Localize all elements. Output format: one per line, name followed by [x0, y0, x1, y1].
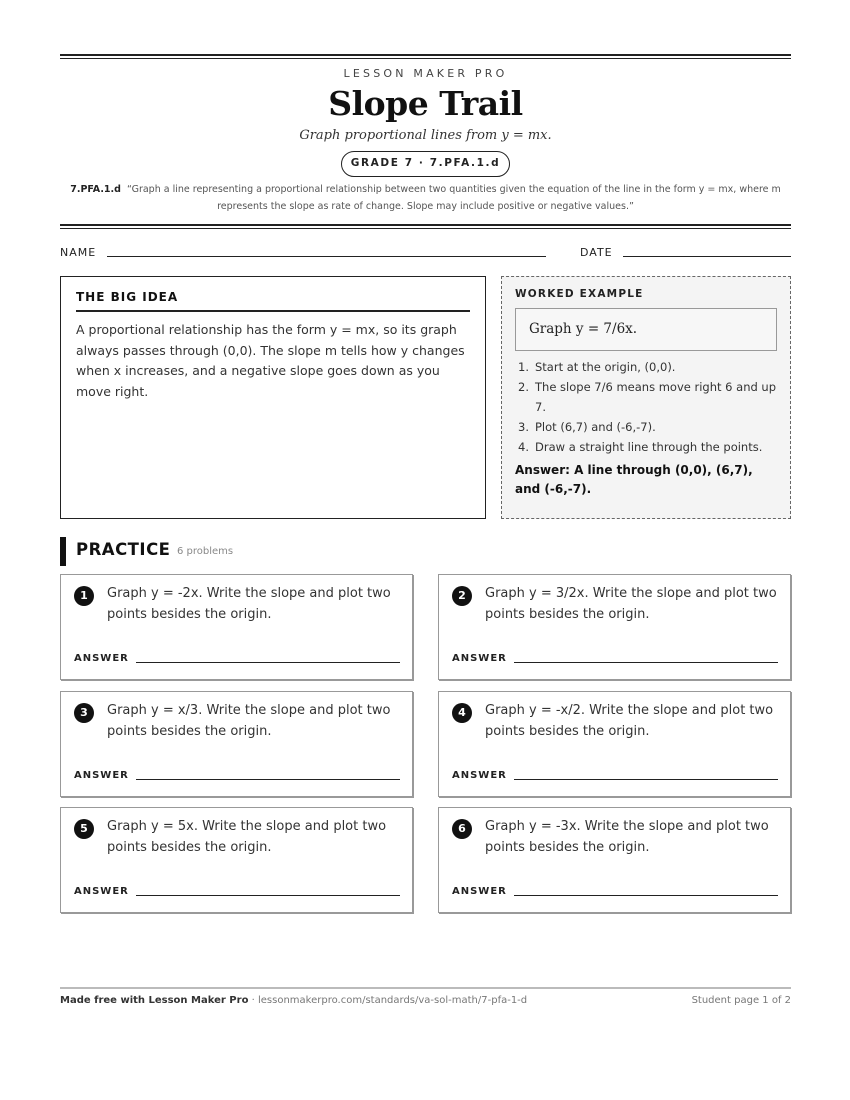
brand-name: LESSON MAKER PRO — [343, 67, 508, 80]
step-text: Start at the origin, (0,0). — [535, 360, 676, 374]
footer-made-with: Made free with Lesson Maker Pro — [60, 995, 249, 1006]
footer-separator: · — [248, 995, 258, 1006]
problem-card-4 — [438, 691, 791, 797]
problem-text: Graph y = -3x. Write the slope and plot two points besides the origin. — [485, 819, 769, 855]
problem-text: Graph y = 5x. Write the slope and plot two points besides the origin. — [107, 819, 387, 855]
problem-card-6 — [438, 807, 791, 913]
problem-number-badge: 4 — [452, 703, 472, 723]
standard-code: 7.PFA.1.d — [70, 184, 121, 195]
step-text: Plot (6,7) and (-6,-7). — [535, 420, 656, 434]
footer-page-number: Student page 1 of 2 — [691, 995, 791, 1006]
problem-card-5 — [60, 807, 413, 913]
standard-text: “Graph a line representing a proportional relationship between two quantities given the equation of the line in the form y = mx, where m represents the slope as rate of change. Slope may include positive or negative values.” — [127, 184, 781, 212]
step-number: 1. — [518, 360, 529, 374]
problem-number-badge: 6 — [452, 819, 472, 839]
answer-field[interactable] — [514, 895, 778, 896]
problem-text: Graph y = -2x. Write the slope and plot two points besides the origin. — [107, 586, 391, 622]
worked-step — [515, 357, 777, 377]
step-text: The slope 7/6 means move right 6 and up 7. — [535, 380, 777, 414]
problem-card-1 — [60, 574, 413, 680]
standard-description — [68, 181, 783, 215]
problem-text: Graph y = x/3. Write the slope and plot two points besides the origin. — [107, 703, 391, 739]
worked-step — [515, 417, 777, 437]
name-field[interactable] — [107, 256, 546, 257]
answer-label: ANSWER — [74, 653, 129, 664]
worked-step — [515, 377, 777, 417]
problem-text: Graph y = -x/2. Write the slope and plot two points besides the origin. — [485, 703, 774, 739]
page-subtitle: Graph proportional lines from y = mx. — [299, 128, 552, 143]
answer-field[interactable] — [136, 779, 400, 780]
answer-label: ANSWER — [74, 886, 129, 897]
answer-label: ANSWER — [452, 886, 507, 897]
answer-field[interactable] — [136, 895, 400, 896]
worked-example-heading: WORKED EXAMPLE — [515, 288, 644, 300]
practice-heading: PRACTICE — [76, 540, 171, 559]
problem-number-badge: 5 — [74, 819, 94, 839]
worked-example-prompt: Graph y = 7/6x. — [515, 308, 777, 351]
header-bottom-rule — [60, 224, 791, 229]
footer-url[interactable]: lessonmakerpro.com/standards/va-sol-math/7-pfa-1-d — [257, 995, 528, 1006]
worked-example-box — [501, 276, 791, 519]
problem-card-3 — [60, 691, 413, 797]
big-idea-heading: THE BIG IDEA — [76, 290, 470, 312]
answer-field[interactable] — [514, 662, 778, 663]
page-title: Slope Trail — [328, 84, 523, 123]
footer-rule — [60, 987, 791, 989]
step-number: 3. — [518, 420, 529, 434]
worked-step — [515, 437, 777, 457]
problem-number-badge: 3 — [74, 703, 94, 723]
problem-number-badge: 1 — [74, 586, 94, 606]
step-text: Draw a straight line through the points. — [535, 440, 763, 454]
worksheet-page — [60, 0, 791, 1100]
answer-field[interactable] — [514, 779, 778, 780]
problem-number-badge: 2 — [452, 586, 472, 606]
problem-card-2 — [438, 574, 791, 680]
step-number: 2. — [518, 380, 529, 394]
big-idea-box — [60, 276, 486, 519]
worked-example-steps — [515, 357, 777, 457]
answer-label: ANSWER — [74, 770, 129, 781]
date-field[interactable] — [623, 256, 791, 257]
name-label: NAME — [60, 246, 97, 259]
practice-accent-bar — [60, 537, 66, 566]
header-top-rule — [60, 54, 791, 59]
answer-field[interactable] — [136, 662, 400, 663]
step-number: 4. — [518, 440, 529, 454]
answer-label: ANSWER — [452, 653, 507, 664]
footer-credit — [60, 995, 527, 1006]
grade-badge: GRADE 7 · 7.PFA.1.d — [341, 151, 510, 177]
worked-example-answer: Answer: A line through (0,0), (6,7), and (-6,-7). — [515, 463, 753, 496]
date-label: DATE — [580, 246, 613, 259]
practice-count: 6 problems — [177, 546, 234, 557]
problem-text: Graph y = 3/2x. Write the slope and plot two points besides the origin. — [485, 586, 777, 622]
big-idea-body: A proportional relationship has the form y = mx, so its graph always passes through (0,0). The slope m tells how y changes when x increases, and a negative slope goes down as you move right. — [76, 322, 465, 399]
answer-label: ANSWER — [452, 770, 507, 781]
